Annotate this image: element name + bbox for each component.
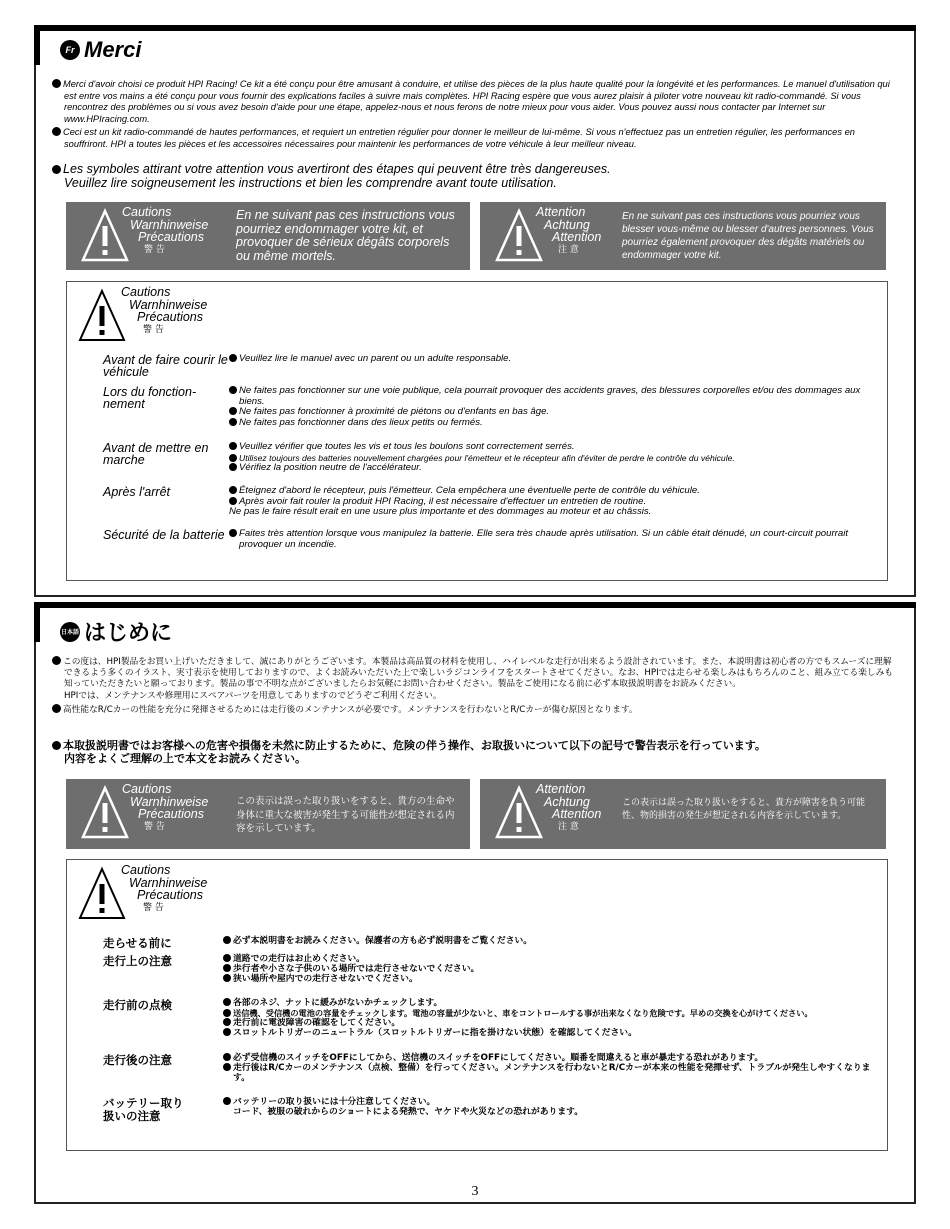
caution-row-label: バッテリー取り扱いの注意: [103, 1096, 184, 1123]
intro-paragraph: Merci d'avoir choisi ce produit HPI Racing! Ce kit a été conçu pour être amusant à conduire, et utilise des pièces de la plus haute qualité pour la longévité et les performances. Le manuel d'utilisation qui est entre vos mains a été conçu pour vous fournir des explications faciles à suivre mais complètes. HPI Racing espère que vous aurez plaisir à piloter votre nouveau kit radio-commandé. Si vous rencontrez des problèmes ou si vous avez besoin d'aide pour une étape, appelez-nous et nous ferons de notre mieux pour vous aider. Vous pouvez aussi nous contacter par Internet sur www.HPIracing.com.: [52, 79, 898, 125]
attention-heading: Attention Achtung Attention 注 意: [536, 782, 602, 832]
caution-banner-text: En ne suivant pas ces instructions vous pourriez endommager votre kit, et provoquer de sérieux dégâts corporels ou même mortels.: [236, 208, 455, 263]
list-item: Utilisez toujours des batteries nouvellement chargées pour l'émetteur et le récepteur afin d'éviter de perdre le contrôle du véhicule.: [229, 453, 875, 464]
intro-text: [52, 656, 898, 718]
caution-row-label: 走行上の注意: [103, 954, 172, 968]
list-item: 走行前に電波障害の確認をしてください。: [223, 1018, 875, 1028]
list-item: スロットルトリガーのニュートラル（スロットルトリガーに指を掛けない状態）を確認してください。: [223, 1028, 875, 1038]
list-item: 道路での走行はお止めください。: [223, 954, 875, 964]
caution-heading: Cautions Warnhinweise Précautions 警 告: [122, 205, 209, 255]
intro-paragraph: この度は、HPI製品をお買い上げいただきまして、誠にありがとうございます。本製品は高品質の材料を使用し、ハイレベルな走行が出来るよう設計されています。また、本説明書は初心者の方でもスムーズに理解できるよう多くのイラスト、実寸表示を使用しておりますので、よくお読みいただいた上で楽しいラジコンライフをスタートさせてください。なお、HPIでは走らせる楽しみはもちろんのこと、組み立てる楽しみも知っていただきたいと願っております。製品の事で不明な点がございましたらお気軽にお問い合わせください。製品をご使用になる前に必ず本取扱説明書をお読みください。 HPIでは、メンテナンスや修理用にスペアパーツを用意してありますのでどうぞご利用ください。: [52, 656, 898, 702]
french-section: [34, 25, 916, 597]
warning-triangle-icon: [77, 288, 127, 344]
intro-text: [52, 79, 898, 152]
caution-row-label: Après l'arrêt: [103, 485, 170, 499]
attention-banner: [480, 779, 886, 849]
list-item: Faites très attention lorsque vous manipulez la batterie. Elle sera très chaude après utilisation. Si un câble était dénudé, un court-circuit pourrait provoquer un incendie.: [229, 529, 875, 550]
caution-heading: Cautions Warnhinweise Précautions 警 告: [121, 863, 208, 913]
list-item: Ne faites pas fonctionner dans des lieux petits ou fermés.: [229, 418, 875, 429]
caution-row-label: 走らせる前に: [103, 936, 172, 950]
section-side-bar: [34, 602, 40, 642]
attention-banner-text: En ne suivant pas ces instructions vous pourriez vous blesser vous-même ou blesser d'autres personnes. Vous pourriez également provoquer des dégâts matériels ou endommager votre kit.: [622, 211, 874, 261]
section-title: [60, 37, 141, 63]
list-item: 歩行者や小さな子供のいる場所では走行させないでください。: [223, 964, 875, 974]
list-item: バッテリーの取り扱いには十分注意してください。: [223, 1097, 875, 1107]
attention-banner: [480, 202, 886, 270]
caution-heading: Cautions Warnhinweise Précautions 警 告: [121, 285, 208, 335]
caution-row-label: Sécurité de la batterie: [103, 528, 225, 542]
caution-banner: [66, 202, 470, 270]
bullet-icon: [52, 165, 61, 174]
language-badge-jp: 日本語: [60, 622, 80, 642]
list-item-continuation: Ne pas le faire résult erait en une usure plus importante et des dommages au moteur et au châssis.: [229, 506, 652, 517]
warning-triangle-icon: [77, 866, 127, 922]
bullet-icon: [52, 79, 61, 88]
page-title: はじめに: [84, 621, 173, 646]
list-item: 各部のネジ、ナットに緩みがないかチェックします。: [223, 998, 875, 1008]
caution-row-label: Avant de faire courir le véhicule: [103, 353, 228, 379]
caution-banner-text: この表示は誤った取り扱いをすると、貴方の生命や身体に重大な被害が発生する可能性が想定される内容を示しています。: [236, 796, 455, 834]
list-item: Veuillez vérifier que toutes les vis et tous les boulons sont correctement serrés.: [229, 442, 875, 453]
cautions-list-box: [66, 859, 888, 1151]
list-item: Après avoir fait rouler la produit HPI Racing, il est nécessaire d'effectuer un entretien de routine.: [229, 497, 875, 508]
section-top-bar: [34, 602, 916, 608]
cautions-list-box: [66, 281, 888, 581]
language-badge-fr: Fr: [60, 40, 80, 60]
symbols-notice: Les symboles attirant votre attention vous avertiront des étapes qui peuvent être très dangereuses. Veuillez lire soigneusement les instructions et bien les comprendre avant toute utilisation.: [52, 163, 898, 192]
bullet-icon: [52, 704, 61, 713]
attention-banner-text: この表示は誤った取り扱いをすると、貴方が障害を負う可能性、物的損害の発生が想定される内容を示しています。: [622, 798, 866, 821]
list-item: Vérifiez la position neutre de l'accélérateur.: [229, 463, 875, 474]
section-side-bar: [34, 25, 40, 65]
intro-paragraph: Ceci est un kit radio-commandé de hautes performances, et requiert un entretien régulier pour donner le meilleur de lui-même. Si vous n'effectuez pas un entretien régulier, les performances en souffriront. HPI a toutes les pièces et les accessoires nécessaires pour maintenir les performances de votre véhicule à leur meilleur niveau.: [52, 127, 898, 150]
caution-row-label: Lors du fonction-nement: [103, 385, 197, 411]
bullet-icon: [52, 741, 61, 750]
caution-banner: [66, 779, 470, 849]
caution-row-label: 走行前の点検: [103, 998, 172, 1012]
list-item: 必ず本説明書をお読みください。保護者の方も必ず説明書をご覧ください。: [223, 936, 875, 946]
list-item-continuation: コード、被服の破れからのショートによる発熱で、ヤケドや火災などの恐れがあります。: [233, 1107, 584, 1117]
list-item: 狭い場所や屋内での走行させないでください。: [223, 974, 875, 984]
list-item: 必ず受信機のスイッチをOFFにしてから、送信機のスイッチをOFFにしてください。順番を間違えると車が暴走する恐れがあります。: [223, 1053, 875, 1063]
japanese-section: [34, 602, 916, 1204]
page-title: Merci: [84, 37, 142, 62]
bullet-icon: [52, 656, 61, 665]
section-title: [60, 616, 172, 647]
list-item: Ne faites pas fonctionner à proximité de piétons ou d'enfants en bas âge.: [229, 407, 875, 418]
list-item: 送信機、受信機の電池の容量をチェックします。電池の容量が少ないと、車をコントロールする事が出来なくなり危険です。早めの交換を心がけてください。: [223, 1008, 875, 1018]
intro-paragraph: 高性能なR/Cカーの性能を充分に発揮させるためには走行後のメンテナンスが必要です。メンテナンスを行わないとR/Cカーが傷む原因となります。: [52, 704, 898, 716]
list-item: Éteignez d'abord le récepteur, puis l'émetteur. Cela empêchera une éventuelle perte de contrôle du véhicule.: [229, 486, 875, 497]
list-item: Veuillez lire le manuel avec un parent ou un adulte responsable.: [229, 354, 875, 365]
list-item: 走行後はR/Cカーのメンテナンス（点検、整備）を行ってください。メンテナンスを行わないとR/Cカーが本来の性能を発揮せず、トラブルが発生しやすくなります。: [223, 1063, 875, 1083]
list-item: Ne faites pas fonctionner sur une voie publique, cela pourrait provoquer des accidents graves, des blessures corporelles et/ou des dommages aux biens.: [229, 386, 875, 407]
caution-heading: Cautions Warnhinweise Précautions 警 告: [122, 782, 209, 832]
symbols-notice: 本取扱説明書ではお客様への危害や損傷を未然に防止するために、危険の伴う操作、お取扱いについて以下の記号で警告表示を行っています。 内容をよくご理解の上で本文をお読みください。: [52, 740, 898, 767]
attention-heading: Attention Achtung Attention 注 意: [536, 205, 602, 255]
caution-row-label: Avant de mettre en marche: [103, 441, 209, 467]
caution-row-label: 走行後の注意: [103, 1053, 172, 1067]
bullet-icon: [52, 127, 61, 136]
section-top-bar: [34, 25, 916, 31]
page-number: 3: [471, 1184, 479, 1199]
